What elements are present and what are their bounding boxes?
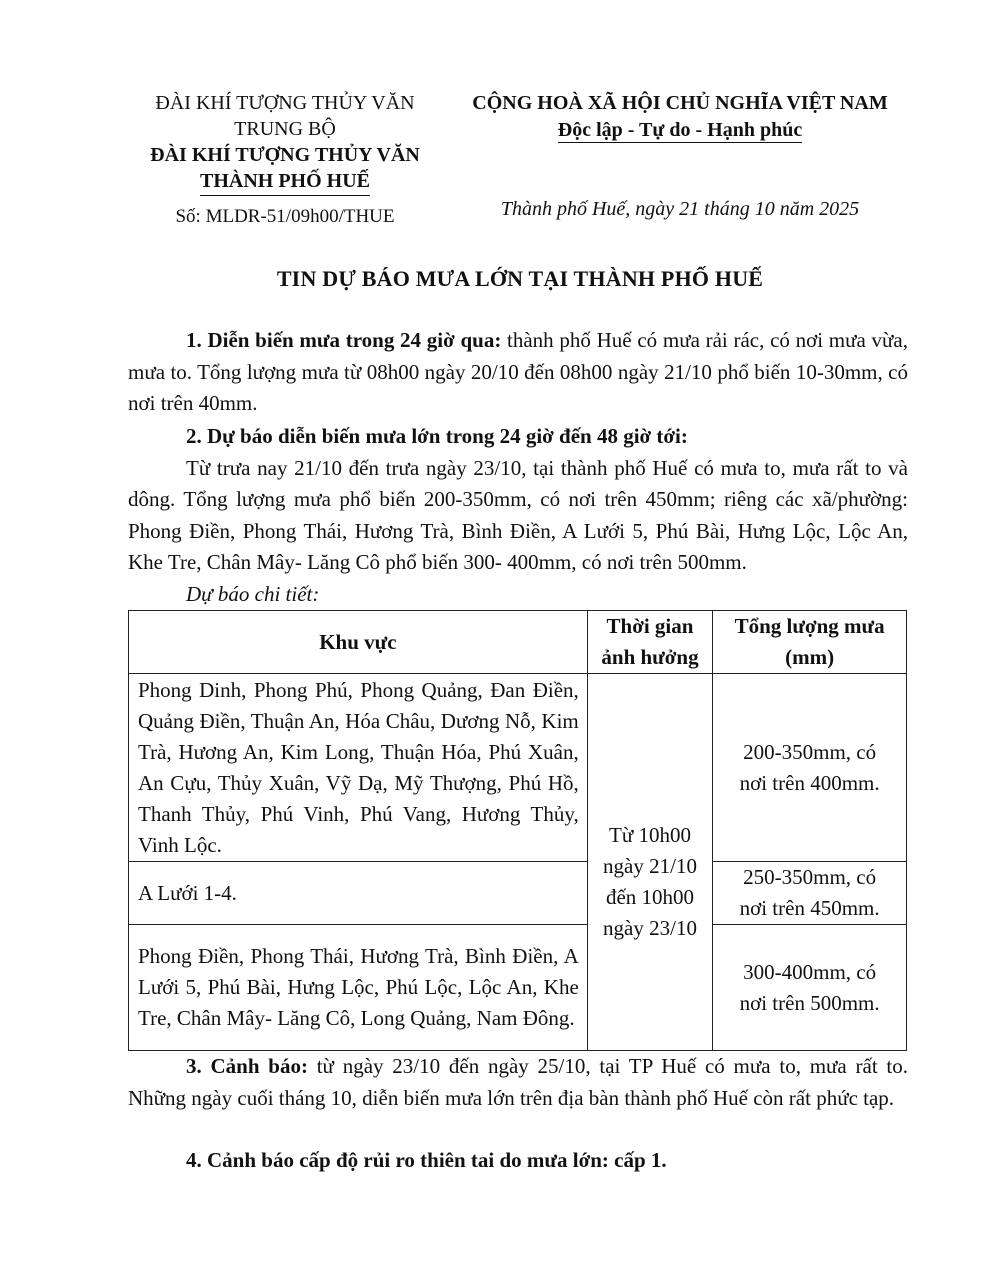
table-row [129,862,907,925]
rainfall-cell [713,862,907,925]
national-header-block [440,90,920,144]
table-row [129,674,907,862]
section-3-text: từ ngày 23/10 đến ngày 25/10, tại TP Huế có mưa to, mưa rất to. Những ngày cuối tháng 10, diễn biến mưa lớn trên địa bàn thành phố Huế còn rất phức tạp. [128,1054,908,1110]
rainfall-cell [713,925,907,1051]
area-cell: Phong Điền, Phong Thái, Hương Trà, Bình Điền, A Lưới 5, Phú Bài, Hưng Lộc, Phú Lộc, Lộc An, Khe Tre, Chân Mây- Lăng Cô, Long Quảng, Nam Đông. [129,925,588,1051]
header-rainfall-line2: (mm) [785,645,835,669]
section-2 [128,421,908,610]
section-4 [128,1145,908,1177]
area-cell: A Lưới 1-4. [129,862,588,925]
issuing-agency-block [120,90,450,230]
section-3 [128,1051,908,1114]
section-1-text: thành phố Huế có mưa rải rác, có nơi mưa vừa, mưa to. Tổng lượng mưa từ 08h00 ngày 20/10 đến 08h00 ngày 21/10 phổ biến 10-30mm, có nơi trên 40mm. [128,328,908,415]
document-title: TIN DỰ BÁO MƯA LỚN TẠI THÀNH PHỐ HUẾ [276,266,764,291]
parent-agency-line1: ĐÀI KHÍ TƯỢNG THỦY VĂN [155,92,415,114]
agency-line1: ĐÀI KHÍ TƯỢNG THỦY VĂN [150,144,420,166]
section-1 [128,325,908,420]
header-area: Khu vực [129,611,588,674]
table-row [129,925,907,1051]
time-line1: Từ 10h00 [609,823,691,847]
agency-line2: THÀNH PHỐ HUẾ [200,168,370,196]
section-4-heading: 4. Cảnh báo cấp độ rủi ro thiên tai do mưa lớn: cấp 1. [186,1148,667,1172]
time-line4: ngày 23/10 [603,916,697,940]
header-time [587,611,712,674]
place-and-date: Thành phố Huế, ngày 21 tháng 10 năm 2025 [500,198,860,220]
document-number: Số: MLDR-51/09h00/THUE [175,206,395,227]
rainfall-cell [713,674,907,862]
rainfall-line2: nơi trên 450mm. [739,896,880,920]
rainfall-line2: nơi trên 500mm. [739,990,880,1015]
time-line3: đến 10h00 [605,885,695,909]
time-line2: ngày 21/10 [603,854,697,878]
rainfall-line2: nơi trên 400mm. [739,770,880,795]
section-2-text: Từ trưa nay 21/10 đến trưa ngày 23/10, tại thành phố Huế có mưa to, mưa rất to và dông. Tổng lượng mưa phổ biến 200-350mm, có nơi trên 450mm; riêng các xã/phường: Phong Điền, Phong Thái, Hương Trà, Bình Điền, A Lưới 5, Phú Bài, Hưng Lộc, Lộc An, Khe Tre, Chân Mây- Lăng Cô phổ biến 300- 400mm, có nơi trên 500mm. [128,455,908,574]
area-cell: Phong Dinh, Phong Phú, Phong Quảng, Đan Điền, Quảng Điền, Thuận An, Hóa Châu, Dương Nỗ, Kim Trà, Hương An, Kim Long, Thuận Hóa, Phú Xuân, An Cựu, Thủy Xuân, Vỹ Dạ, Mỹ Thượng, Phú Hồ, Thanh Thủy, Phú Vinh, Phú Vang, Hương Thủy, Vinh Lộc. [129,674,588,862]
country-name: CỘNG HOÀ XÃ HỘI CHỦ NGHĨA VIỆT NAM [472,92,888,114]
header-time-line2: ảnh hưởng [601,645,699,669]
section-2-heading: 2. Dự báo diễn biến mưa lớn trong 24 giờ đến 48 giờ tới: [186,424,688,448]
table-header-row [129,611,907,674]
rainfall-line1: 200-350mm, có [743,739,877,764]
rainfall-line1: 250-350mm, có [743,865,877,889]
section-3-heading: 3. Cảnh báo: [186,1054,308,1078]
section-1-heading: 1. Diễn biến mưa trong 24 giờ qua: [186,328,502,352]
header-rainfall-line1: Tổng lượng mưa [734,614,885,638]
parent-agency-line2: TRUNG BỘ [234,118,336,140]
header-rainfall [713,611,907,674]
forecast-table [128,610,907,1051]
rainfall-line1: 300-400mm, có [743,959,877,984]
detail-forecast-label: Dự báo chi tiết: [186,581,320,606]
national-motto: Độc lập - Tự do - Hạnh phúc [557,119,803,141]
header-time-line1: Thời gian [606,614,694,638]
time-cell [587,674,712,1051]
